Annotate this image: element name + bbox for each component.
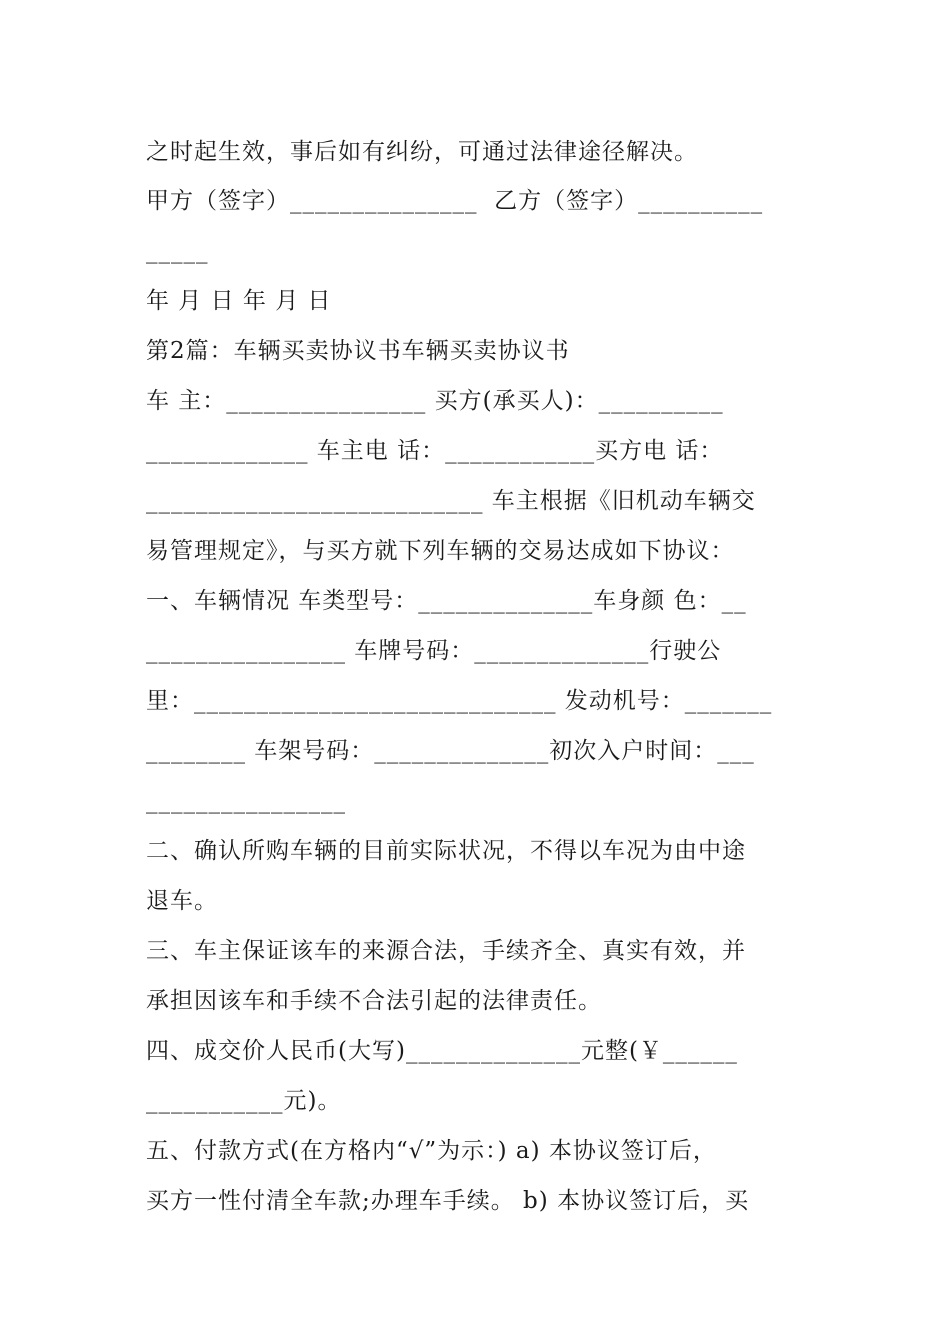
text-line: ___________元)。 [146,1088,342,1114]
text-line: 车 主：________________ 买方(承买人)：__________ [146,388,724,414]
text-line: _____ [146,238,209,264]
text-line: ________________ [146,788,346,814]
text-line: _____________ 车主电 话：____________买方电 话： [146,438,724,464]
text-line: 四、成交价人民币(大写)______________元整(￥______ [146,1038,738,1064]
text-line: 五、付款方式(在方格内“√”为示：) a) 本协议签订后， [146,1138,717,1164]
text-line: 里：_____________________________ 发动机号：_______ [146,688,773,714]
text-line: ___________________________ 车主根据《旧机动车辆交 [146,488,756,514]
text-line: ________________ 车牌号码：______________行驶公 [146,638,722,664]
signature-line-parties: 甲方（签字）_______________ 乙方（签字）__________ [146,188,764,214]
text-line: ________ 车架号码：______________初次入户时间：___ [146,738,755,764]
text-line: 退车。 [146,888,218,914]
text-line: 买方一性付清全车款;办理车手续。 b) 本协议签订后，买 [146,1188,750,1214]
date-line: 年 月 日 年 月 日 [146,288,332,314]
text-line: 易管理规定》，与买方就下列车辆的交易达成如下协议： [146,538,735,564]
text-line: 一、车辆情况 车类型号：______________车身颜 色：__ [146,588,747,614]
text-line: 承担因该车和手续不合法引起的法律责任。 [146,988,602,1014]
section-heading: 第2篇：车辆买卖协议书车辆买卖协议书 [146,338,570,364]
text-line: 三、车主保证该车的来源合法，手续齐全、真实有效，并 [146,938,746,964]
text-line: 二、确认所购车辆的目前实际状况，不得以车况为由中途 [146,838,746,864]
text-line: 之时起生效，事后如有纠纷，可通过法律途径解决。 [146,139,698,165]
